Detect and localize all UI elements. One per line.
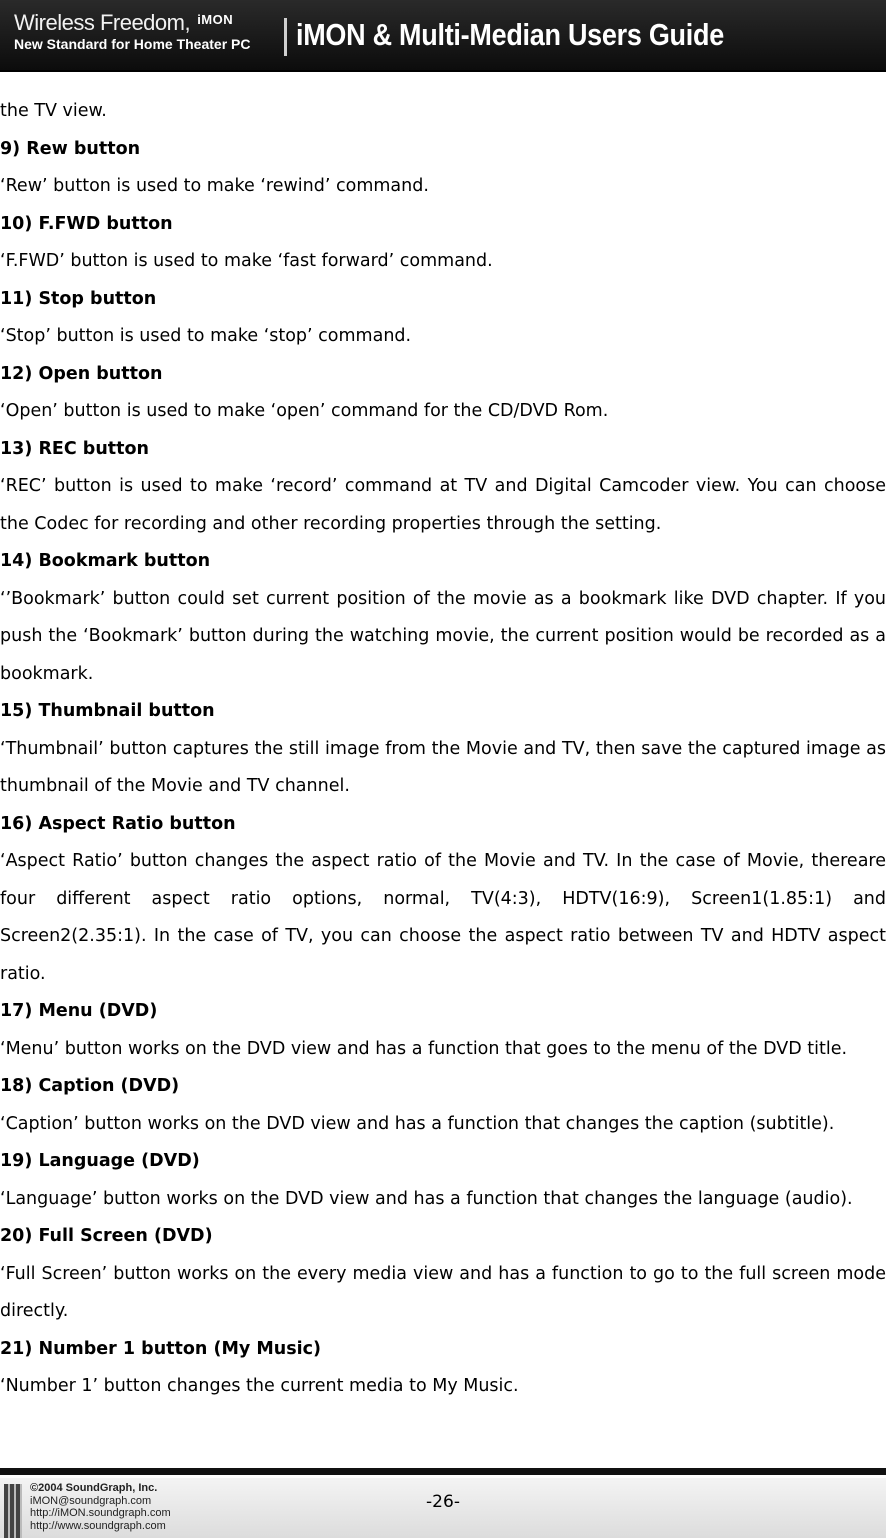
brand-text: Wireless Freedom, (14, 10, 191, 35)
document-body (0, 93, 886, 1406)
section-heading: 15) Thumbnail button (0, 701, 215, 721)
section-heading: 18) Caption (DVD) (0, 1076, 180, 1096)
header-brand-block (14, 10, 251, 52)
header-tagline: New Standard for Home Theater PC (14, 36, 251, 52)
section-heading: 19) Language (DVD) (0, 1151, 200, 1171)
paragraph: ‘Rew’ button is used to make ‘rewind’ command. (0, 176, 429, 196)
paragraph: ‘Open’ button is used to make ‘open’ command for the CD/DVD Rom. (0, 401, 609, 421)
paragraph: ‘Aspect Ratio’ button changes the aspect ratio of the Movie and TV. In the case of Movie, thereare four different aspect ratio options, normal, TV(4:3), HDTV(16:9), Screen1(1.85:1) and Screen2(2.35:1). In the case of TV, you can choose the aspect ratio between TV and HDTV aspect ratio. (0, 851, 886, 984)
paragraph: the TV view. (0, 101, 107, 121)
page-number: -26- (426, 1492, 460, 1512)
paragraph: ‘Language’ button works on the DVD view and has a function that changes the language (audio). (0, 1188, 853, 1209)
paragraph: ‘Menu’ button works on the DVD view and has a function that goes to the menu of the DVD title. (0, 1038, 848, 1059)
footer-email: iMON@soundgraph.com (30, 1494, 152, 1507)
section-heading: 20) Full Screen (DVD) (0, 1226, 213, 1246)
section-heading: 21) Number 1 button (My Music) (0, 1338, 322, 1359)
paragraph: ‘’Bookmark’ button could set current position of the movie as a bookmark like DVD chapter. If you push the ‘Bookmark’ button during the watching movie, the current position would be recorded as a bookmark. (0, 588, 886, 684)
footer-url-imon: http://iMON.soundgraph.com (30, 1507, 171, 1519)
paragraph: ‘Caption’ button works on the DVD view and has a function that changes the caption (subtitle). (0, 1113, 835, 1134)
section-heading: 13) REC button (0, 438, 150, 459)
paragraph: ‘REC’ button is used to make ‘record’ command at TV and Digital Camcoder view. You can choose the Codec for recording and other recording properties through the setting. (0, 476, 886, 534)
header-divider (284, 18, 287, 56)
section-heading: 16) Aspect Ratio button (0, 813, 236, 834)
paragraph: ‘Full Screen’ button works on the every media view and has a function to go to the full screen mode directly. (0, 1263, 886, 1321)
footer-rule (0, 1468, 886, 1475)
paragraph: ‘Number 1’ button changes the current media to My Music. (0, 1376, 519, 1396)
footer (0, 1478, 886, 1538)
section-heading: 12) Open button (0, 363, 163, 384)
imon-logo: iMON (197, 12, 234, 27)
section-heading: 11) Stop button (0, 288, 157, 309)
paragraph: ‘Stop’ button is used to make ‘stop’ command. (0, 326, 412, 346)
section-heading: 9) Rew button (0, 138, 141, 159)
header-banner (0, 0, 886, 72)
paragraph: ‘F.FWD’ button is used to make ‘fast forward’ command. (0, 251, 493, 271)
guide-title: iMON & Multi-Median Users Guide (296, 17, 724, 52)
footer-url-www: http://www.soundgraph.com (30, 1519, 166, 1532)
section-heading: 10) F.FWD button (0, 213, 173, 234)
section-heading: 14) Bookmark button (0, 551, 211, 571)
section-heading: 17) Menu (DVD) (0, 1001, 158, 1021)
footer-copyright: ©2004 SoundGraph, Inc. (30, 1482, 158, 1494)
paragraph: ‘Thumbnail’ button captures the still image from the Movie and TV, then save the captured image as thumbnail of the Movie and TV channel. (0, 738, 886, 796)
